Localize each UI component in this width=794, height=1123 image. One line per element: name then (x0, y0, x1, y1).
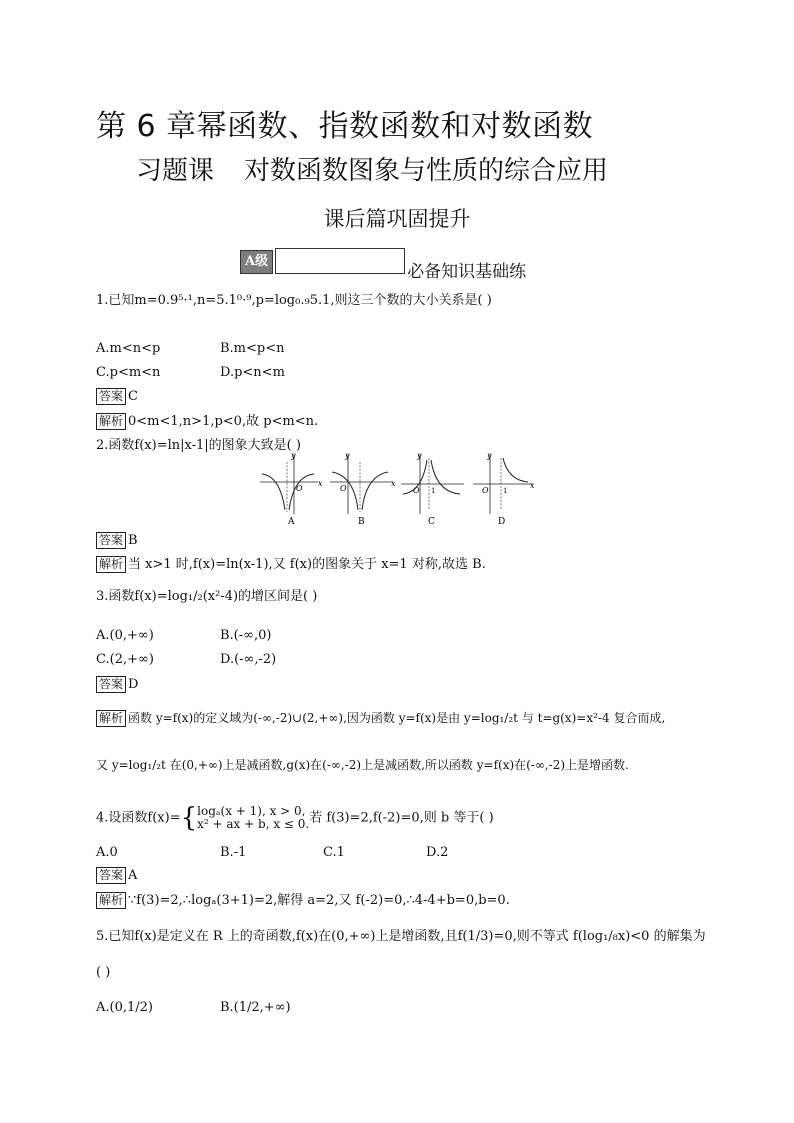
q4-option-a: A.0 (96, 845, 118, 860)
graph-a-curve-left (262, 474, 285, 510)
graph-c-label: C (428, 517, 435, 527)
graph-d-origin: O (482, 486, 489, 495)
graph-c-tick: 1 (431, 487, 436, 495)
q1-analysis (96, 413, 318, 431)
q4-cases (197, 805, 309, 831)
level-box (275, 248, 405, 274)
q3-analysis (96, 709, 665, 727)
answer-tag: 答案 (96, 867, 126, 884)
q4-answer-value: A (128, 868, 138, 883)
analysis-tag: 解析 (96, 892, 126, 909)
q2-graphs-svg (258, 452, 538, 532)
q2-answer-value: B (128, 533, 138, 548)
q4-stem-a: 4.设函数f(x)= (96, 810, 181, 826)
q1-analysis-text: 0<m<1,n>1,p<0,故 p<m<n. (128, 414, 319, 429)
q5-stem-b: 则不等式 f(log₁/₈x)<0 的解集为 (516, 929, 706, 944)
q3-option-c: C.(2,+∞) (96, 652, 154, 667)
q3-stem: 3.函数f(x)=log₁/₂(x²-4)的增区间是( ) (96, 589, 318, 604)
chapter-title: 第 6 章幂函数、指数函数和对数函数 (96, 109, 594, 144)
q2-analysis (96, 556, 486, 574)
q5-f-arg: f(1/3)=0, (457, 929, 517, 944)
graph-b-x-label: x (391, 479, 396, 488)
graph-b (330, 452, 396, 527)
q5-option-a: A.(0,1/2) (96, 1000, 153, 1015)
q5-stem (96, 928, 706, 946)
q4-case-2: x² + ax + b, x ≤ 0. (197, 817, 310, 831)
q3-option-d: D.(-∞,-2) (220, 652, 277, 667)
graph-a (260, 452, 323, 527)
q3-answer (96, 676, 138, 694)
graph-b-origin: O (340, 484, 347, 493)
lesson-title (136, 150, 608, 187)
q4-option-b: B.-1 (220, 845, 247, 860)
q1-option-a: A.m<n<p (96, 341, 161, 356)
graph-d (473, 452, 535, 527)
answer-tag: 答案 (96, 388, 126, 405)
q5-stem-a: 5.已知f(x)是定义在 R 上的奇函数,f(x)在(0,+∞)上是增函数,且 (96, 929, 458, 944)
q4-option-d: D.2 (426, 845, 449, 860)
answer-tag: 答案 (96, 532, 126, 549)
answer-tag: 答案 (96, 676, 126, 693)
graph-d-label: D (498, 517, 506, 527)
q4-option-c: C.1 (323, 845, 345, 860)
lesson-title-a: 习题课 (136, 156, 215, 186)
graph-b-y-label: y (345, 452, 350, 460)
level-banner (240, 248, 527, 282)
q1-stem: 1.已知m=0.9⁵·¹,n=5.1⁰·⁹,p=log₀.₉5.1,则这三个数的大小关系是( ) (96, 293, 492, 308)
brace-glyph: { (180, 803, 198, 833)
analysis-tag: 解析 (96, 710, 126, 727)
level-label: 必备知识基础练 (407, 262, 527, 282)
section-title: 课后篇巩固提升 (323, 207, 471, 231)
graph-c (401, 452, 464, 527)
q3-analysis-cont: 又 y=log₁/₂t 在(0,+∞)上是减函数,g(x)在(-∞,-2)上是减函数,所以函数 y=f(x)在(-∞,-2)上是增函数. (96, 758, 629, 772)
q3-answer-value: D (128, 677, 139, 692)
graph-d-curve (503, 458, 528, 482)
q4-case-1: logₐ(x + 1), x > 0, (197, 804, 306, 818)
q5-paren: ( ) (96, 965, 111, 980)
q1-answer (96, 388, 138, 406)
q2-analysis-text: 当 x>1 时,f(x)=ln(x-1),又 f(x)的图象关于 x=1 对称,故选 B. (128, 557, 486, 572)
level-badge: A级 (240, 250, 273, 274)
graph-d-tick: 1 (503, 487, 508, 495)
graph-a-x-label: x (318, 479, 323, 488)
q4-analysis-text: ∵f(3)=2,∴logₐ(3+1)=2,解得 a=2,又 f(-2)=0,∴4-4+b=0,b=0. (128, 893, 510, 908)
q2-stem: 2.函数f(x)=ln|x-1|的图象大致是( ) (96, 438, 301, 453)
q3-analysis-text-1: 函数 y=f(x)的定义域为(-∞,-2)∪(2,+∞),因为函数 y=f(x)是由 y=log₁/₂t 与 t=g(x)=x²-4 复合而成, (128, 711, 666, 725)
q4-piecewise (181, 805, 310, 831)
analysis-tag: 解析 (96, 556, 126, 573)
q4-stem (96, 805, 494, 832)
graph-d-x-label: x (530, 481, 535, 490)
lesson-title-b: 对数函数图象与性质的综合应用 (244, 156, 609, 186)
q1-option-b: B.m<p<n (220, 341, 285, 356)
graph-c-origin: O (413, 486, 420, 495)
q1-option-d: D.p<n<m (220, 365, 285, 380)
graph-d-y-label: y (487, 452, 492, 460)
graph-a-label: A (288, 517, 295, 527)
graph-b-label: B (358, 517, 365, 527)
q3-option-b: B.(-∞,0) (220, 628, 272, 643)
q4-analysis (96, 892, 510, 910)
q5-option-b: B.(1/2,+∞) (220, 1000, 291, 1015)
graph-a-origin: O (296, 484, 303, 493)
q3-option-a: A.(0,+∞) (96, 628, 154, 643)
graph-c-y-label: y (417, 452, 422, 460)
q4-stem-b: 若 f(3)=2,f(-2)=0,则 b 等于( ) (309, 810, 494, 826)
q4-answer (96, 867, 137, 885)
analysis-tag: 解析 (96, 413, 126, 430)
q2-graphs (258, 452, 538, 532)
graph-a-y-label: y (291, 452, 296, 460)
q1-option-c: C.p<m<n (96, 365, 161, 380)
q2-answer (96, 532, 138, 550)
q1-answer-value: C (128, 389, 138, 404)
graph-b-curve-right (362, 472, 388, 510)
